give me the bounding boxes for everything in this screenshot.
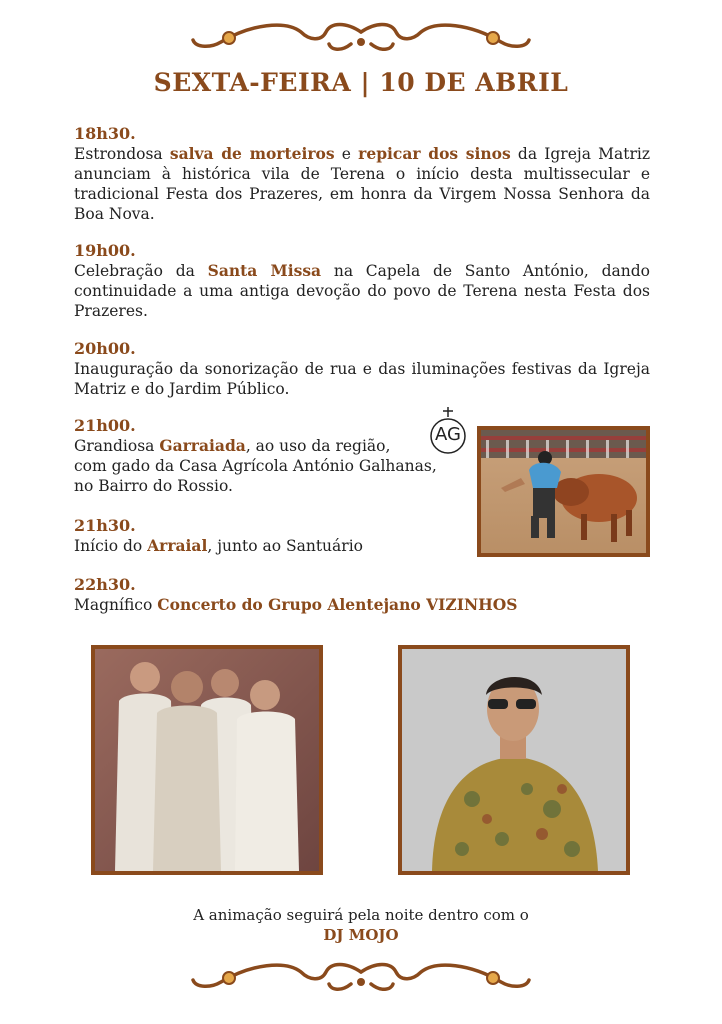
event-2230	[74, 575, 650, 615]
event-time: 18h30.	[74, 124, 136, 143]
ag-logo	[427, 405, 469, 455]
event-1830	[74, 124, 650, 224]
event-2130	[74, 516, 650, 556]
band-photo	[91, 645, 323, 875]
dj-photo	[398, 645, 630, 875]
dj-name: DJ MOJO	[323, 926, 399, 944]
event-description: Grandiosa Garraiada, ao uso da região, com gado da Casa Agrícola António Galhanas, no Bairro do Rossio.	[74, 436, 437, 495]
footer-line: A animação seguirá pela noite dentro com o	[193, 906, 529, 924]
event-1900	[74, 241, 650, 321]
event-description: Celebração da Santa Missa na Capela de Santo António, dando continuidade a uma antiga devoção do povo de Terena nesta Festa dos Prazeres.	[74, 261, 650, 320]
top-ornament	[181, 18, 541, 58]
event-description: Magnífico Concerto do Grupo Alentejano VIZINHOS	[74, 595, 518, 614]
event-time: 20h00.	[74, 339, 136, 358]
event-time: 19h00.	[74, 241, 136, 260]
page-title: SEXTA-FEIRA | 10 DE ABRIL	[153, 68, 569, 97]
event-time: 22h30.	[74, 575, 136, 594]
event-description: Estrondosa salva de morteiros e repicar dos sinos da Igreja Matriz anunciam à histórica vila de Terena o início desta multissecular e tradicional Festa dos Prazeres, em honra da Virgem Nossa Senhora da Boa Nova.	[74, 144, 650, 223]
event-time: 21h30.	[74, 516, 136, 535]
footer	[0, 905, 722, 945]
ag-logo-text: AG	[435, 424, 461, 445]
bottom-ornament	[181, 958, 541, 998]
event-description: Início do Arraial, junto ao Santuário	[74, 536, 363, 555]
event-time: 21h00.	[74, 416, 136, 435]
event-2100	[74, 416, 454, 496]
event-description: Inauguração da sonorização de rua e das iluminações festivas da Igreja Matriz e do Jardim Público.	[74, 360, 650, 398]
event-2000	[74, 339, 650, 399]
